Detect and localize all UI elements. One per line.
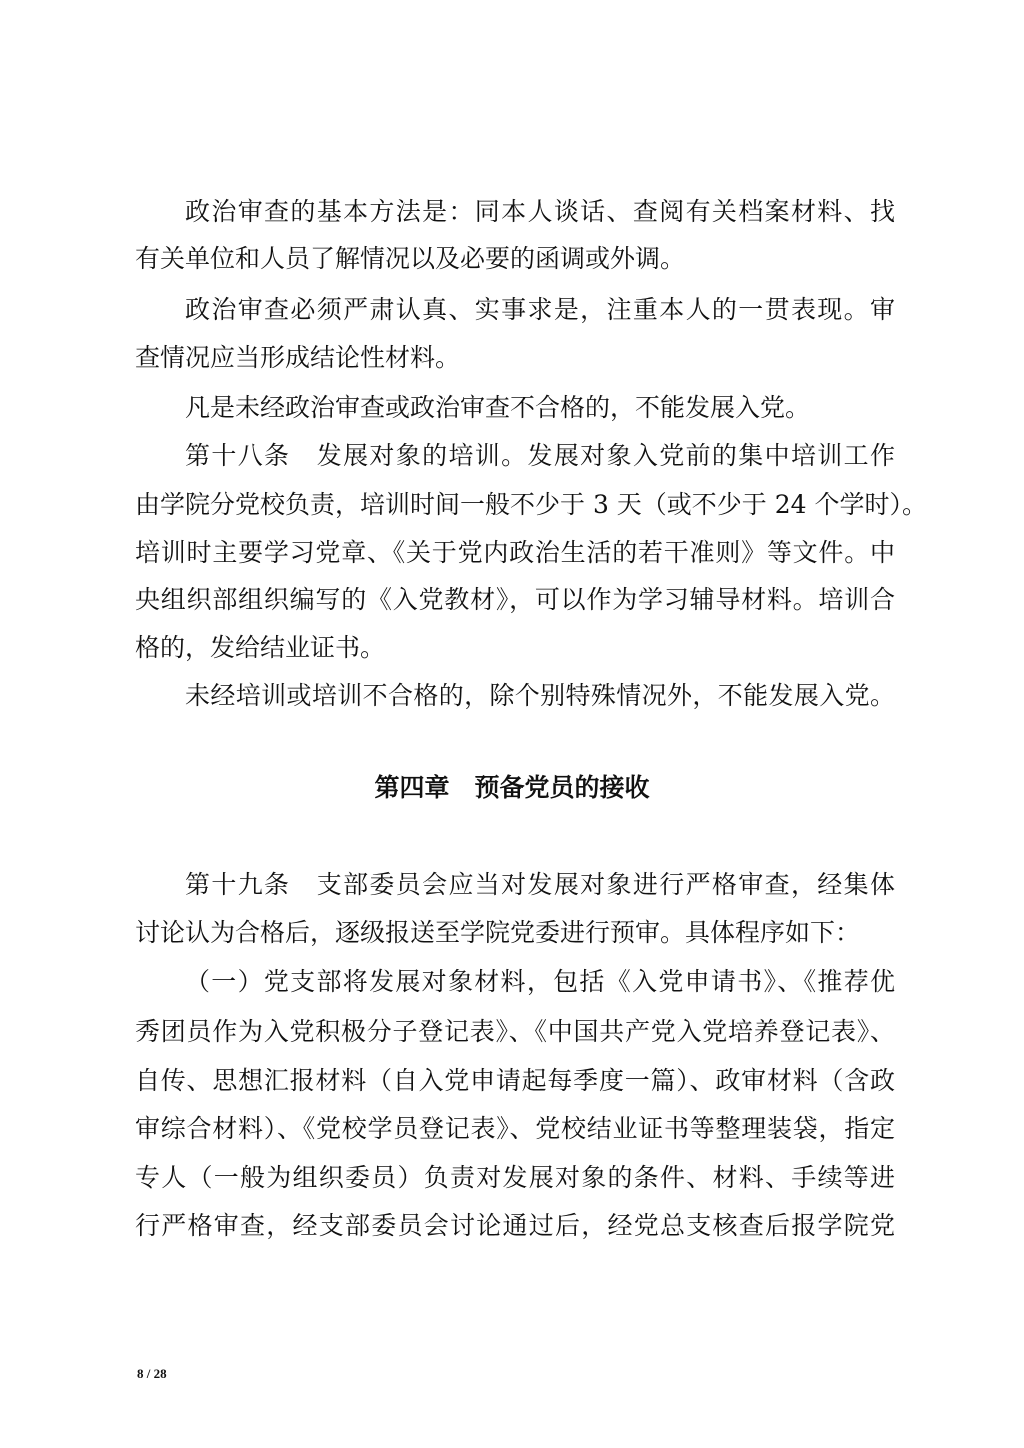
page-number: 8 / 28 [137,1366,167,1381]
paragraph-line: 讨论认为合格后，逐级报送至学院党委进行预审。具体程序如下： [135,918,861,947]
paragraph-line: 第十九条 支部委员会应当对发展对象进行严格审查，经集体 [185,870,895,899]
paragraph-line: 有关单位和人员了解情况以及必要的函调或外调。 [135,244,686,273]
paragraph-line: 凡是未经政治审查或政治审查不合格的，不能发展入党。 [185,393,811,422]
chapter-heading: 第四章 预备党员的接收 [374,773,650,802]
paragraph-line: 央组织部组织编写的《入党教材》，可以作为学习辅导材料。培训合 [135,585,895,614]
paragraph-line: 专人（一般为组织委员）负责对发展对象的条件、材料、手续等进 [135,1163,895,1192]
paragraph-line: 秀团员作为入党积极分子登记表》、《中国共产党入党培养登记表》、 [135,1017,895,1046]
paragraph-line: 未经培训或培训不合格的，除个别特殊情况外，不能发展入党。 [185,681,895,710]
paragraph-line: 政治审查必须严肃认真、实事求是，注重本人的一贯表现。审 [185,295,895,324]
paragraph-line: 由学院分党校负责，培训时间一般不少于 3 天（或不少于 24 个学时）。 [135,490,928,519]
paragraph-line: （一）党支部将发展对象材料，包括《入党申请书》、《推荐优 [185,967,895,996]
paragraph-line: 行严格审查，经支部委员会讨论通过后，经党总支核查后报学院党 [135,1211,895,1240]
paragraph-line: 第十八条 发展对象的培训。发展对象入党前的集中培训工作 [185,441,895,470]
paragraph-line: 自传、思想汇报材料（自入党申请起每季度一篇）、政审材料（含政 [135,1066,895,1095]
paragraph-line: 培训时主要学习党章、《关于党内政治生活的若干准则》等文件。中 [135,538,895,567]
paragraph-line: 查情况应当形成结论性材料。 [135,343,461,372]
paragraph-line: 审综合材料）、《党校学员登记表》、党校结业证书等整理装袋，指定 [135,1114,895,1143]
paragraph-line: 政治审查的基本方法是：同本人谈话、查阅有关档案材料、找 [185,197,895,226]
paragraph-line: 格的，发给结业证书。 [135,633,386,662]
